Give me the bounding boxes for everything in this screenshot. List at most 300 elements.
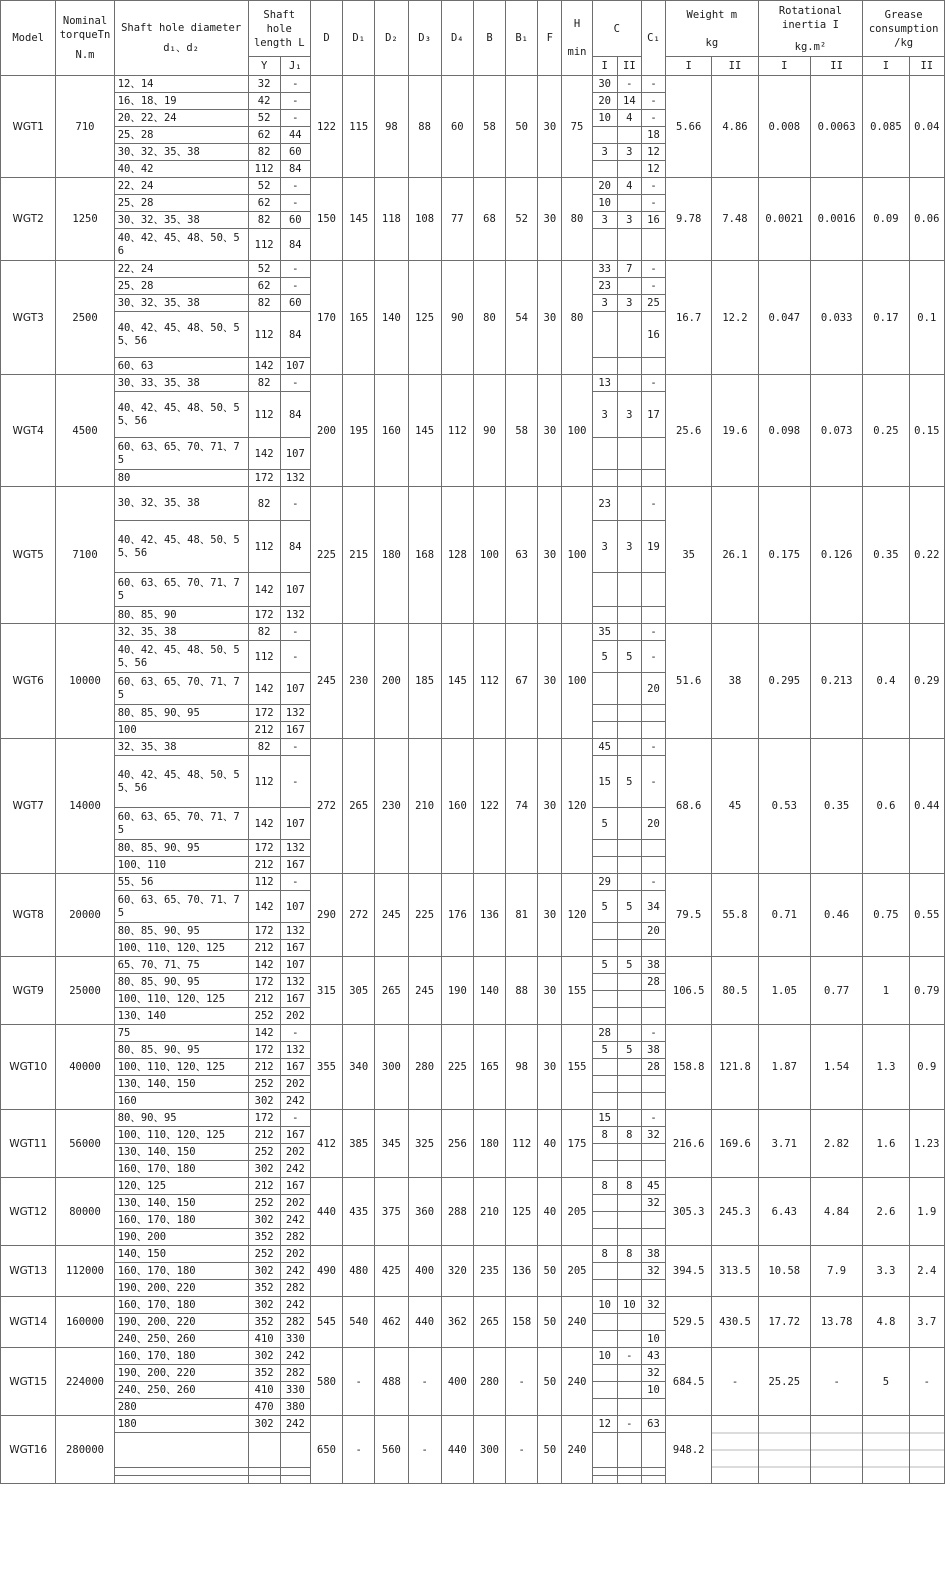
c1-cell	[641, 1314, 665, 1331]
d-cell: 150	[310, 178, 342, 261]
i2-cell: 0.073	[810, 375, 862, 487]
c-i-cell	[592, 1076, 617, 1093]
i2-cell	[810, 1416, 862, 1484]
shaft-diameter-cell: 130、140、150	[114, 1195, 248, 1212]
model-cell: WGT8	[1, 874, 56, 957]
c-ii-cell: 8	[617, 1178, 641, 1195]
w1-cell: 9.78	[666, 178, 712, 261]
shaft-length-j1-cell	[280, 1433, 310, 1468]
shaft-length-j1-cell: -	[280, 739, 310, 756]
table-row	[1, 261, 945, 278]
shaft-diameter-cell: 100、110、120、125	[114, 1127, 248, 1144]
shaft-diameter-cell: 130、140、150	[114, 1076, 248, 1093]
model-cell: WGT12	[1, 1178, 56, 1246]
shaft-diameter-cell: 25、28	[114, 127, 248, 144]
shaft-length-y-cell: 82	[248, 624, 280, 641]
d1-cell: 385	[343, 1110, 375, 1178]
header-model: Model	[1, 1, 56, 76]
shaft-length-j1-cell: 330	[280, 1382, 310, 1399]
d1-cell: 115	[343, 76, 375, 178]
shaft-length-y-cell	[248, 1468, 280, 1476]
f-cell: 30	[538, 739, 562, 874]
c1-cell: 38	[641, 1246, 665, 1263]
c-ii-cell	[617, 229, 641, 261]
g2-cell: 0.9	[909, 1025, 944, 1110]
c-i-cell: 3	[592, 212, 617, 229]
g2-cell: 0.15	[909, 375, 944, 487]
d1-cell: 265	[343, 739, 375, 874]
i1-cell: 0.098	[758, 375, 810, 487]
b-cell: 280	[473, 1348, 505, 1416]
g2-cell: 0.55	[909, 874, 944, 957]
c-ii-cell: 3	[617, 521, 641, 573]
g1-cell: 0.09	[863, 178, 909, 261]
c1-cell: -	[641, 756, 665, 808]
c-ii-cell	[617, 1076, 641, 1093]
i2-cell: 0.0016	[810, 178, 862, 261]
c1-cell	[641, 1476, 665, 1484]
c-ii-cell	[617, 1382, 641, 1399]
c1-cell: 38	[641, 1042, 665, 1059]
shaft-length-j1-cell: -	[280, 76, 310, 93]
shaft-diameter-cell: 60、63	[114, 358, 248, 375]
c-i-cell: 28	[592, 1025, 617, 1042]
g1-cell: 1	[863, 957, 909, 1025]
w1-cell: 106.5	[666, 957, 712, 1025]
f-cell: 50	[538, 1246, 562, 1297]
g2-cell: 0.22	[909, 487, 944, 624]
b1-cell: 63	[506, 487, 538, 624]
c-ii-cell	[617, 673, 641, 705]
c1-cell: 38	[641, 957, 665, 974]
c1-cell: -	[641, 261, 665, 278]
shaft-length-y-cell: 172	[248, 705, 280, 722]
i1-cell: 10.58	[758, 1246, 810, 1297]
d4-cell: 77	[441, 178, 473, 261]
c1-cell	[641, 607, 665, 624]
shaft-diameter-cell: 40、42、45、48、50、55、56	[114, 641, 248, 673]
shaft-length-y-cell: 352	[248, 1280, 280, 1297]
shaft-diameter-cell: 100	[114, 722, 248, 739]
c-i-cell	[592, 1161, 617, 1178]
shaft-diameter-cell: 160、170、180	[114, 1161, 248, 1178]
c-i-cell	[592, 1365, 617, 1382]
c-i-cell	[592, 1382, 617, 1399]
c1-cell: 12	[641, 161, 665, 178]
shaft-diameter-cell: 80、85、90、95	[114, 1042, 248, 1059]
b1-cell: -	[506, 1416, 538, 1484]
c-i-cell: 5	[592, 891, 617, 923]
d1-cell: 272	[343, 874, 375, 957]
c-ii-cell	[617, 874, 641, 891]
shaft-diameter-cell: 240、250、260	[114, 1331, 248, 1348]
header-grease-i: I	[863, 57, 909, 76]
d2-cell: 180	[375, 487, 408, 624]
shaft-length-y-cell: 302	[248, 1297, 280, 1314]
d4-cell: 190	[441, 957, 473, 1025]
c-ii-cell	[617, 312, 641, 358]
c1-cell	[641, 940, 665, 957]
d3-cell: 88	[408, 76, 441, 178]
shaft-length-y-cell: 112	[248, 161, 280, 178]
c-ii-cell: 7	[617, 261, 641, 278]
i2-cell: 0.35	[810, 739, 862, 874]
c1-cell	[641, 1212, 665, 1229]
header-c-ii: II	[617, 57, 641, 76]
shaft-length-j1-cell: 330	[280, 1331, 310, 1348]
shaft-length-j1-cell: 107	[280, 957, 310, 974]
shaft-length-y-cell: 82	[248, 487, 280, 521]
model-cell: WGT9	[1, 957, 56, 1025]
c-i-cell: 23	[592, 278, 617, 295]
table-row	[1, 1178, 945, 1195]
w1-cell: 529.5	[666, 1297, 712, 1348]
shaft-diameter-cell: 80、85、90、95	[114, 974, 248, 991]
b1-cell: 54	[506, 261, 538, 375]
c-ii-cell: -	[617, 1348, 641, 1365]
shaft-length-y-cell: 82	[248, 375, 280, 392]
header-D3: D₃	[408, 1, 441, 76]
shaft-length-j1-cell: 242	[280, 1161, 310, 1178]
model-cell: WGT16	[1, 1416, 56, 1484]
c-ii-cell: 8	[617, 1246, 641, 1263]
c-ii-cell	[617, 1468, 641, 1476]
c1-cell: 32	[641, 1195, 665, 1212]
shaft-length-y-cell: 172	[248, 923, 280, 940]
shaft-diameter-cell: 40、42、45、48、50、55、56	[114, 521, 248, 573]
w1-cell: 25.6	[666, 375, 712, 487]
b1-cell: 88	[506, 957, 538, 1025]
c-i-cell: 3	[592, 295, 617, 312]
b-cell: 140	[473, 957, 505, 1025]
torque-cell: 14000	[56, 739, 114, 874]
table-row	[1, 624, 945, 641]
b-cell: 265	[473, 1297, 505, 1348]
c1-cell: 32	[641, 1263, 665, 1280]
c-ii-cell	[617, 974, 641, 991]
d2-cell: 245	[375, 874, 408, 957]
c-i-cell	[592, 974, 617, 991]
w1-cell: 305.3	[666, 1178, 712, 1246]
f-cell: 40	[538, 1110, 562, 1178]
d3-cell: 168	[408, 487, 441, 624]
shaft-diameter-cell: 120、125	[114, 1178, 248, 1195]
h-cell: 155	[562, 957, 592, 1025]
i1-cell	[758, 1416, 810, 1484]
shaft-length-y-cell: 352	[248, 1229, 280, 1246]
c-i-cell: 29	[592, 874, 617, 891]
c-i-cell	[592, 1229, 617, 1246]
b1-cell: 67	[506, 624, 538, 739]
header-B1: B₁	[506, 1, 538, 76]
c1-cell: -	[641, 195, 665, 212]
d4-cell: 288	[441, 1178, 473, 1246]
shaft-length-y-cell: 252	[248, 1076, 280, 1093]
g1-cell: 0.35	[863, 487, 909, 624]
shaft-length-j1-cell: 132	[280, 607, 310, 624]
g2-cell: -	[909, 1348, 944, 1416]
header-weight	[666, 1, 759, 57]
shaft-length-y-cell: 142	[248, 358, 280, 375]
d1-cell: 230	[343, 624, 375, 739]
shaft-diameter-cell: 25、28	[114, 195, 248, 212]
torque-cell: 1250	[56, 178, 114, 261]
shaft-length-y-cell: 212	[248, 991, 280, 1008]
shaft-length-y-cell: 52	[248, 178, 280, 195]
header-weight-ii: II	[712, 57, 758, 76]
d2-cell: 462	[375, 1297, 408, 1348]
shaft-length-j1-cell: -	[280, 624, 310, 641]
i2-cell: 2.82	[810, 1110, 862, 1178]
c-ii-cell: -	[617, 76, 641, 93]
i2-cell: 0.46	[810, 874, 862, 957]
table-row	[1, 1025, 945, 1042]
w2-cell: 121.8	[712, 1025, 758, 1110]
shaft-length-j1-cell: -	[280, 178, 310, 195]
torque-cell: 40000	[56, 1025, 114, 1110]
table-header	[1, 1, 945, 76]
h-cell: 175	[562, 1110, 592, 1178]
shaft-length-j1-cell: 107	[280, 673, 310, 705]
header-H	[562, 1, 592, 76]
shaft-length-j1-cell: 60	[280, 144, 310, 161]
d3-cell: 280	[408, 1025, 441, 1110]
model-cell: WGT6	[1, 624, 56, 739]
model-cell: WGT15	[1, 1348, 56, 1416]
d-cell: 440	[310, 1178, 342, 1246]
c-ii-cell	[617, 470, 641, 487]
shaft-diameter-cell: 80、85、90	[114, 607, 248, 624]
b1-cell: 52	[506, 178, 538, 261]
c-ii-cell: 5	[617, 891, 641, 923]
f-cell: 30	[538, 624, 562, 739]
d3-cell: 185	[408, 624, 441, 739]
shaft-diameter-cell: 40、42、45、48、50、55、56	[114, 756, 248, 808]
shaft-length-y-cell: 62	[248, 195, 280, 212]
d3-cell: 360	[408, 1178, 441, 1246]
header-shaft-length: Shaft hole length L	[248, 1, 310, 57]
header-shaft-diameter-sub: d₁、d₂	[163, 42, 200, 54]
c1-cell	[641, 229, 665, 261]
c1-cell	[641, 1093, 665, 1110]
shaft-length-y-cell: 212	[248, 722, 280, 739]
h-cell: 205	[562, 1246, 592, 1297]
shaft-length-j1-cell	[280, 1468, 310, 1476]
shaft-diameter-cell: 130、140	[114, 1008, 248, 1025]
model-cell: WGT7	[1, 739, 56, 874]
b1-cell: 158	[506, 1297, 538, 1348]
c-i-cell: 30	[592, 76, 617, 93]
shaft-length-j1-cell: 282	[280, 1229, 310, 1246]
c-i-cell	[592, 722, 617, 739]
c-i-cell: 3	[592, 521, 617, 573]
c1-cell	[641, 1008, 665, 1025]
shaft-length-y-cell: 252	[248, 1008, 280, 1025]
c1-cell: 18	[641, 127, 665, 144]
d2-cell: 265	[375, 957, 408, 1025]
torque-cell: 280000	[56, 1416, 114, 1484]
g1-cell: 0.4	[863, 624, 909, 739]
d4-cell: 225	[441, 1025, 473, 1110]
i2-cell: 0.0063	[810, 76, 862, 178]
w1-cell: 948.2	[666, 1416, 712, 1484]
d2-cell: 425	[375, 1246, 408, 1297]
shaft-length-j1-cell: -	[280, 1025, 310, 1042]
shaft-length-j1-cell: 380	[280, 1399, 310, 1416]
c-ii-cell	[617, 1110, 641, 1127]
shaft-length-j1-cell: 132	[280, 840, 310, 857]
table-body	[1, 76, 945, 1484]
d-cell: 225	[310, 487, 342, 624]
c1-cell: -	[641, 110, 665, 127]
d3-cell: -	[408, 1348, 441, 1416]
c-ii-cell	[617, 375, 641, 392]
c-ii-cell: 3	[617, 392, 641, 438]
d2-cell: 560	[375, 1416, 408, 1484]
c1-cell: 28	[641, 1059, 665, 1076]
d3-cell: 125	[408, 261, 441, 375]
shaft-diameter-cell: 280	[114, 1399, 248, 1416]
header-D4: D₄	[441, 1, 473, 76]
shaft-length-j1-cell: -	[280, 93, 310, 110]
shaft-length-j1-cell: 84	[280, 229, 310, 261]
d2-cell: 98	[375, 76, 408, 178]
c-i-cell	[592, 1468, 617, 1476]
shaft-diameter-cell: 30、32、35、38	[114, 487, 248, 521]
shaft-length-j1-cell: 84	[280, 392, 310, 438]
w1-cell: 394.5	[666, 1246, 712, 1297]
header-grease-ii: II	[909, 57, 944, 76]
d4-cell: 362	[441, 1297, 473, 1348]
c-ii-cell	[617, 1314, 641, 1331]
c-ii-cell	[617, 705, 641, 722]
i2-cell: 4.84	[810, 1178, 862, 1246]
c-ii-cell	[617, 127, 641, 144]
shaft-length-j1-cell: 242	[280, 1263, 310, 1280]
i1-cell: 0.295	[758, 624, 810, 739]
c1-cell	[641, 1433, 665, 1468]
shaft-length-j1-cell: 167	[280, 1127, 310, 1144]
w2-cell	[712, 1416, 758, 1484]
c-ii-cell	[617, 624, 641, 641]
c1-cell: 17	[641, 392, 665, 438]
c-ii-cell: 3	[617, 144, 641, 161]
shaft-diameter-cell: 160	[114, 1093, 248, 1110]
g1-cell: 0.085	[863, 76, 909, 178]
c-i-cell	[592, 573, 617, 607]
shaft-length-y-cell: 302	[248, 1416, 280, 1433]
g2-cell: 0.04	[909, 76, 944, 178]
b-cell: 90	[473, 375, 505, 487]
c1-cell: 20	[641, 923, 665, 940]
table-row	[1, 1246, 945, 1263]
d2-cell: 488	[375, 1348, 408, 1416]
shaft-diameter-cell: 180	[114, 1416, 248, 1433]
g1-cell: 1.3	[863, 1025, 909, 1110]
d4-cell: 90	[441, 261, 473, 375]
header-shaft-diameter	[114, 1, 248, 76]
c-ii-cell	[617, 1161, 641, 1178]
b1-cell: -	[506, 1348, 538, 1416]
i2-cell: 13.78	[810, 1297, 862, 1348]
shaft-diameter-cell: 80	[114, 470, 248, 487]
shaft-diameter-cell: 16、18、19	[114, 93, 248, 110]
shaft-length-y-cell: 172	[248, 470, 280, 487]
c1-cell	[641, 1399, 665, 1416]
w1-cell: 684.5	[666, 1348, 712, 1416]
c1-cell: 32	[641, 1127, 665, 1144]
table-row	[1, 1297, 945, 1314]
d3-cell: 210	[408, 739, 441, 874]
d1-cell: 540	[343, 1297, 375, 1348]
c-ii-cell	[617, 923, 641, 940]
b-cell: 300	[473, 1416, 505, 1484]
c-i-cell	[592, 438, 617, 470]
c1-cell: -	[641, 487, 665, 521]
shaft-length-y-cell: 212	[248, 940, 280, 957]
shaft-diameter-cell: 40、42	[114, 161, 248, 178]
c-ii-cell: -	[617, 1416, 641, 1433]
c-ii-cell	[617, 808, 641, 840]
header-D: D	[310, 1, 342, 76]
c-i-cell: 8	[592, 1127, 617, 1144]
g2-cell: 0.06	[909, 178, 944, 261]
shaft-length-y-cell: 252	[248, 1144, 280, 1161]
c1-cell	[641, 991, 665, 1008]
header-C1: C₁	[641, 1, 665, 76]
b-cell: 165	[473, 1025, 505, 1110]
torque-cell: 25000	[56, 957, 114, 1025]
g2-cell: 1.23	[909, 1110, 944, 1178]
f-cell: 50	[538, 1416, 562, 1484]
shaft-length-j1-cell: 84	[280, 161, 310, 178]
c-ii-cell: 5	[617, 1042, 641, 1059]
table-row	[1, 178, 945, 195]
c-ii-cell: 10	[617, 1297, 641, 1314]
b1-cell: 81	[506, 874, 538, 957]
shaft-diameter-cell: 190、200、220	[114, 1365, 248, 1382]
c1-cell	[641, 1229, 665, 1246]
c-i-cell	[592, 673, 617, 705]
header-shaft-diameter-label: Shaft hole diameter	[121, 22, 242, 34]
shaft-length-j1-cell: 242	[280, 1212, 310, 1229]
shaft-length-y-cell: 172	[248, 974, 280, 991]
shaft-length-y-cell: 42	[248, 93, 280, 110]
c-ii-cell	[617, 1263, 641, 1280]
shaft-length-y-cell: 112	[248, 641, 280, 673]
shaft-length-y-cell: 142	[248, 957, 280, 974]
c-ii-cell	[617, 1280, 641, 1297]
shaft-length-y-cell: 172	[248, 1042, 280, 1059]
header-inertia-label: Rotational inertia I	[778, 4, 843, 31]
d-cell: 580	[310, 1348, 342, 1416]
c-ii-cell: 4	[617, 110, 641, 127]
shaft-length-y-cell: 142	[248, 573, 280, 607]
shaft-diameter-cell: 100、110、120、125	[114, 991, 248, 1008]
torque-cell: 4500	[56, 375, 114, 487]
shaft-length-y-cell: 302	[248, 1093, 280, 1110]
c-i-cell: 10	[592, 110, 617, 127]
d-cell: 412	[310, 1110, 342, 1178]
d2-cell: 118	[375, 178, 408, 261]
b1-cell: 136	[506, 1246, 538, 1297]
d1-cell: 340	[343, 1025, 375, 1110]
shaft-diameter-cell: 40、42、45、48、50、55、56	[114, 312, 248, 358]
w1-cell: 35	[666, 487, 712, 624]
c-i-cell: 13	[592, 375, 617, 392]
c-ii-cell	[617, 1229, 641, 1246]
b-cell: 80	[473, 261, 505, 375]
